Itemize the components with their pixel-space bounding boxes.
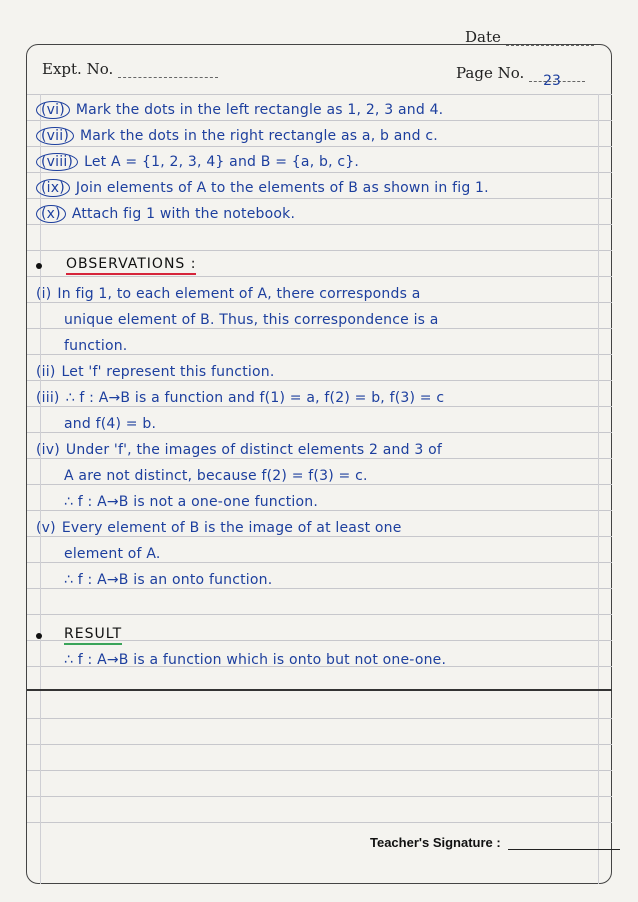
ruled-line — [27, 354, 612, 355]
result-heading-text: RESULT — [64, 626, 122, 645]
observation-text: unique element of B. Thus, this correspondence is a — [64, 312, 439, 328]
observation-text: In fig 1, to each element of A, there corresponds a — [57, 286, 421, 302]
page-blank — [529, 73, 585, 89]
observations-heading — [66, 256, 196, 272]
step-line — [36, 179, 489, 197]
expt-field — [42, 60, 218, 78]
observation-text: ∴ f : A→B is not a one-one function. — [64, 494, 319, 510]
ruled-line — [27, 406, 612, 407]
step-line — [36, 127, 438, 145]
observation-line — [64, 312, 439, 328]
result-line — [64, 652, 446, 668]
teacher-signature — [370, 835, 620, 850]
page-number: 23 — [543, 73, 561, 89]
ruled-line — [27, 588, 612, 589]
ruled-line — [27, 250, 612, 251]
ruled-line — [27, 432, 612, 433]
step-number: (x) — [36, 205, 66, 223]
observation-number: (iv) — [36, 442, 60, 458]
step-text: Let A = {1, 2, 3, 4} and B = {a, b, c}. — [84, 154, 360, 170]
step-text: Mark the dots in the right rectangle as a, b and c. — [80, 128, 438, 144]
step-line — [36, 205, 295, 223]
ruled-line — [27, 276, 612, 277]
step-line — [36, 153, 359, 171]
observation-text: ∴ f : A→B is an onto function. — [64, 572, 273, 588]
observation-text: Let 'f' represent this function. — [61, 364, 275, 380]
observation-line — [64, 572, 272, 588]
bullet — [36, 263, 42, 269]
step-text: Attach fig 1 with the notebook. — [71, 206, 296, 222]
ruled-line — [27, 562, 612, 563]
ruled-line — [27, 198, 612, 199]
observations-heading-text: OBSERVATIONS : — [66, 256, 196, 275]
ruled-line — [27, 380, 612, 381]
step-text: Mark the dots in the left rectangle as 1, 2, 3 and 4. — [75, 102, 444, 118]
observation-line — [36, 390, 444, 406]
step-number: (viii) — [36, 153, 78, 171]
expt-blank — [118, 77, 218, 78]
ruled-line — [27, 328, 612, 329]
observation-text: element of A. — [64, 546, 161, 562]
signature-label: Teacher's Signature : — [370, 835, 501, 850]
observation-line — [64, 546, 161, 562]
ruled-line — [27, 822, 612, 823]
step-text: Join elements of A to the elements of B as shown in fig 1. — [75, 180, 489, 196]
observation-line — [36, 364, 274, 380]
step-number: (vii) — [36, 127, 74, 145]
result-text: ∴ f : A→B is a function which is onto but not one-one. — [64, 652, 447, 668]
expt-label: Expt. No. — [42, 60, 114, 78]
observation-line — [64, 468, 368, 484]
ruled-line — [27, 796, 612, 797]
bullet — [36, 633, 42, 639]
result-heading — [64, 626, 122, 642]
ruled-line — [27, 770, 612, 771]
page-label: Page No. — [456, 64, 525, 82]
ruled-line — [27, 536, 612, 537]
ruled-line — [27, 224, 612, 225]
observation-text: function. — [64, 338, 128, 354]
ruled-line — [27, 484, 612, 485]
section-divider — [27, 689, 612, 691]
date-label: Date — [465, 28, 501, 46]
observation-line — [64, 494, 318, 510]
observation-number: (ii) — [36, 364, 56, 380]
observation-line — [36, 442, 442, 458]
observation-text: Every element of B is the image of at least one — [61, 520, 402, 536]
ruled-line — [27, 94, 612, 95]
observation-number: (iii) — [36, 390, 60, 406]
observation-number: (v) — [36, 520, 56, 536]
margin-line — [598, 94, 599, 884]
ruled-line — [27, 172, 612, 173]
observation-text: Under 'f', the images of distinct elements 2 and 3 of — [65, 442, 443, 458]
ruled-line — [27, 302, 612, 303]
ruled-line — [27, 146, 612, 147]
signature-blank — [508, 849, 620, 850]
ruled-line — [27, 458, 612, 459]
observation-line — [36, 286, 421, 302]
observation-text: and f(4) = b. — [64, 416, 157, 432]
step-number: (ix) — [36, 179, 70, 197]
observation-text: ∴ f : A→B is a function and f(1) = a, f(2) = b, f(3) = c — [65, 390, 445, 406]
ruled-line — [27, 510, 612, 511]
ruled-line — [27, 744, 612, 745]
step-line — [36, 101, 443, 119]
observation-text: A are not distinct, because f(2) = f(3) = c. — [64, 468, 368, 484]
observation-line — [64, 338, 127, 354]
ruled-line — [27, 120, 612, 121]
observation-number: (i) — [36, 286, 52, 302]
observation-line — [36, 520, 402, 536]
observation-line — [64, 416, 156, 432]
ruled-line — [27, 614, 612, 615]
step-number: (vi) — [36, 101, 70, 119]
ruled-line — [27, 718, 612, 719]
page-number-field — [456, 64, 585, 89]
